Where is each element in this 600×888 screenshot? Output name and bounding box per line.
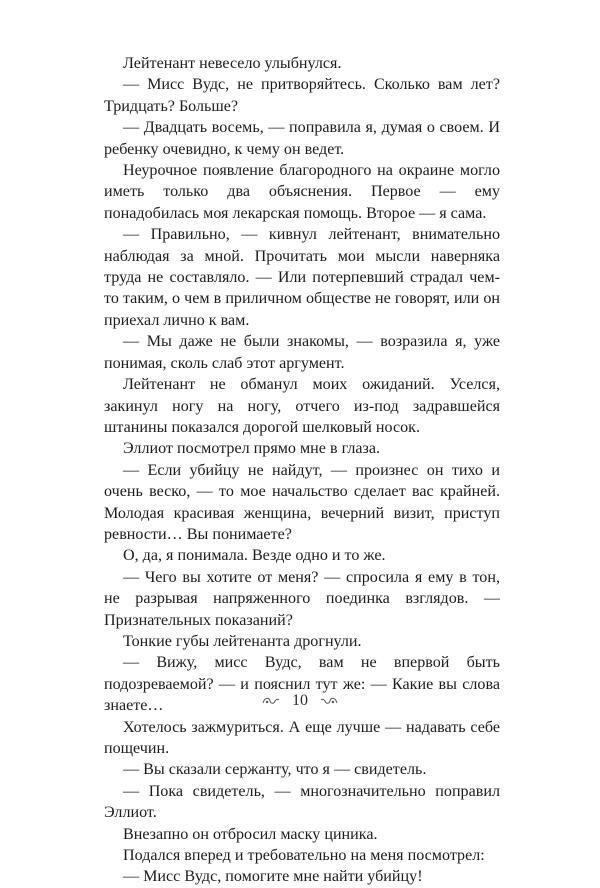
page-number: 10: [292, 692, 308, 709]
paragraph: О, да, я понимала. Везде одно и то же.: [123, 547, 386, 565]
paragraph: — Если убийцу не найдут, — произнес он тихо и очень веско, — то мое начальство сделает вас крайней. Молодая красивая женщина, вечерний визит, приступ ревности… Вы понимаете?: [104, 461, 500, 543]
paragraph: — Чего вы хотите от меня? — спросила я ему в тон, не разрывая напряженного поединка взглядов. — Признательных показаний?: [104, 568, 500, 629]
paragraph: — Мисс Вудс, не притворяйтесь. Сколько вам лет? Тридцать? Больше?: [104, 76, 500, 115]
paragraph: Внезапно он отбросил маску циника.: [123, 825, 378, 843]
left-flourish-icon: [262, 695, 280, 707]
paragraph: — Двадцать восемь, — поправила я, думая о своем. И ребенку очевидно, к чему он ведет.: [104, 119, 500, 158]
paragraph: Лейтенант невесело улыбнулся.: [123, 55, 342, 72]
paragraph: — Вижу, мисс Вудс, вам не впервой быть подозреваемой? — и пояснил тут же: — Какие вы слова знаете…: [104, 654, 500, 715]
paragraph: Лейтенант не обманул моих ожиданий. Уселся, закинул ногу на ногу, отчего из-под задравшейся штанины показался дорогой шелковый носок.: [104, 376, 500, 436]
page-footer: [0, 692, 600, 710]
paragraph: — Пока свидетель, — многозначительно поправил Эллиот.: [104, 782, 500, 822]
paragraph: Неурочное появление благородного на окраине могло иметь только два объяснения. Первое — ему понадобилась моя лекарская помощь. Второе — я сама.: [104, 162, 500, 222]
paragraph: — Вы сказали сержанту, что я — свидетель.: [123, 761, 427, 779]
paragraph: Эллиот посмотрел прямо мне в глаза.: [123, 440, 381, 458]
paragraph: Хотелось зажмуриться. А еще лучше — надавать себе пощечин.: [104, 718, 500, 757]
paragraph: Тонкие губы лейтенанта дрогнули.: [123, 632, 362, 650]
right-flourish-icon: [320, 695, 338, 707]
paragraph: Подался вперед и требовательно на меня посмотрел:: [123, 847, 485, 865]
paragraph: — Мы даже не были знакомы, — возразила я, уже понимая, сколь слаб этот аргумент.: [104, 333, 500, 372]
paragraph: — Правильно, — кивнул лейтенант, внимательно наблюдая за мной. Прочитать мои мысли наверняка труда не составляло. — Или потерпевший страдал чем-то таким, о чем в приличном обществе не говорят, или он приехал лично к вам.: [104, 226, 500, 329]
paragraph: — Мисс Вудс, помогите мне найти убийцу!: [123, 868, 423, 886]
body-text: [104, 53, 500, 888]
